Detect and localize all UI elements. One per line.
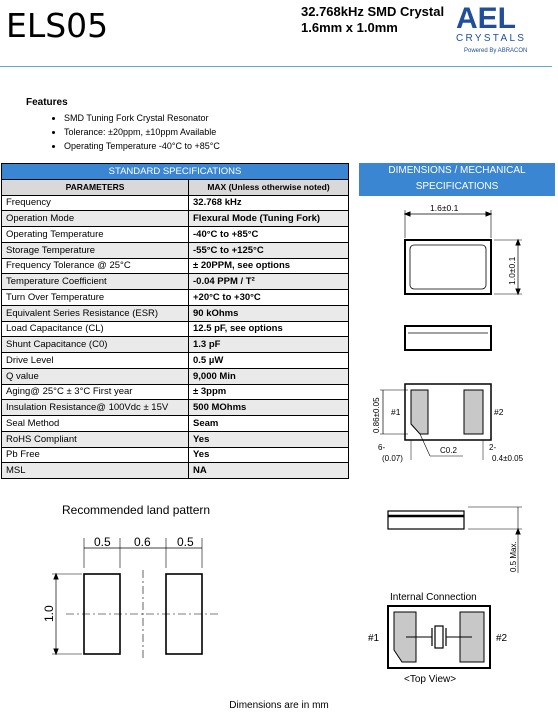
table-row (2, 290, 349, 306)
feature-item: • SMD Tuning Fork Crystal Resonator (64, 111, 220, 125)
mechanical-drawings (358, 198, 558, 698)
dim-pad-height: 0.86±0.05 (372, 397, 381, 433)
ael-crystals-logo (452, 0, 552, 56)
footer-note: Dimensions are in mm (229, 700, 329, 711)
param-value: 32.768 kHz (189, 195, 349, 211)
internal-connection-title: Internal Connection (390, 592, 477, 603)
features-section (26, 97, 220, 153)
param-value: Flexural Mode (Tuning Fork) (189, 211, 349, 227)
product-description (301, 4, 444, 36)
table-row (2, 274, 349, 290)
table-row (2, 321, 349, 337)
param-name: Turn Over Temperature (2, 290, 189, 306)
param-value: -0.04 PPM / T² (189, 274, 349, 290)
param-name: Q value (2, 368, 189, 384)
param-value: 90 kOhms (189, 305, 349, 321)
param-name: Drive Level (2, 353, 189, 369)
description-line-2: 1.6mm x 1.0mm (301, 20, 398, 35)
pin2-label: #2 (494, 407, 504, 417)
table-row (2, 258, 349, 274)
param-value: -40°C to +85°C (189, 227, 349, 243)
land-height: 1.0 (42, 605, 56, 622)
feature-item: • Operating Temperature -40°C to +85°C (64, 139, 220, 153)
side-view-drawing (405, 326, 491, 350)
param-name: Aging@ 25°C ± 3°C First year (2, 384, 189, 400)
param-value: Yes (189, 431, 349, 447)
table-row (2, 227, 349, 243)
param-value: ± 20PPM, see options (189, 258, 349, 274)
table-row (2, 368, 349, 384)
bottom-view-drawing (380, 384, 491, 460)
table-row (2, 463, 349, 479)
specifications-table (1, 163, 349, 479)
table-row (2, 416, 349, 432)
param-value: 9,000 Min (189, 368, 349, 384)
description-line-1: 32.768kHz SMD Crystal (301, 4, 445, 19)
param-value: +20°C to +30°C (189, 290, 349, 306)
dim-label-007: (0.07) (382, 454, 403, 463)
param-value: 12.5 pF, see options (189, 321, 349, 337)
param-value: NA (189, 463, 349, 479)
dimensions-header (359, 163, 555, 196)
logo-text: AEL (456, 2, 516, 35)
land-width-1: 0.5 (94, 535, 111, 549)
param-name: MSL (2, 463, 189, 479)
param-value: 1.3 pF (189, 337, 349, 353)
dim-pad-width: 0.4±0.05 (492, 454, 524, 463)
table-row (2, 195, 349, 211)
internal-pin2-label: #2 (496, 633, 508, 644)
param-name: Operating Temperature (2, 227, 189, 243)
table-row (2, 242, 349, 258)
feature-item: • Tolerance: ±20ppm, ±10ppm Available (64, 125, 220, 139)
profile-view-drawing (388, 507, 522, 573)
dim-chamfer: C0.2 (440, 446, 457, 455)
internal-connection-diagram (388, 606, 490, 668)
land-width-2: 0.5 (177, 535, 194, 549)
land-pattern-title: Recommended land pattern (62, 503, 211, 517)
table-row (2, 431, 349, 447)
param-name: Pb Free (2, 447, 189, 463)
param-name: Equivalent Series Resistance (ESR) (2, 305, 189, 321)
param-value: -55°C to +125°C (189, 242, 349, 258)
dim-label-2: 2- (489, 443, 497, 452)
dim-top-width: 1.6±0.1 (430, 203, 459, 213)
internal-pin1-label: #1 (368, 633, 380, 644)
features-title: Features (26, 97, 68, 108)
param-value: ± 3ppm (189, 384, 349, 400)
param-value: Yes (189, 447, 349, 463)
features-list (26, 111, 220, 153)
param-name: Insulation Resistance@ 100Vdc ± 15V (2, 400, 189, 416)
param-value: Seam (189, 416, 349, 432)
header-rule (0, 66, 552, 67)
top-view-label: <Top View> (404, 674, 457, 685)
dim-max-height: 0.5 Max. (509, 541, 518, 572)
table-row (2, 305, 349, 321)
land-pattern-lines (52, 538, 218, 660)
param-name: Shunt Capacitance (C0) (2, 337, 189, 353)
spec-band-title: STANDARD SPECIFICATIONS (2, 164, 349, 180)
logo-sub: CRYSTALS (456, 33, 527, 44)
top-view-drawing (405, 210, 522, 294)
part-number: ELS05 (6, 6, 109, 45)
pin1-label: #1 (391, 407, 401, 417)
param-name: Frequency Tolerance @ 25°C (2, 258, 189, 274)
logo-powered: Powered By ABRACON (464, 48, 528, 54)
table-row (2, 337, 349, 353)
col-max: MAX (Unless otherwise noted) (189, 179, 349, 195)
dimensions-title-1: DIMENSIONS / MECHANICAL (388, 165, 526, 176)
param-name: Storage Temperature (2, 242, 189, 258)
dimensions-title-2: SPECIFICATIONS (415, 181, 499, 192)
table-row (2, 384, 349, 400)
table-row (2, 353, 349, 369)
table-row (2, 400, 349, 416)
dim-label-6: 6- (378, 443, 386, 452)
dim-top-height: 1.0±0.1 (507, 256, 517, 285)
param-name: Load Capacitance (CL) (2, 321, 189, 337)
land-gap: 0.6 (134, 535, 151, 549)
param-name: RoHS Compliant (2, 431, 189, 447)
param-value: 500 MOhms (189, 400, 349, 416)
table-row (2, 211, 349, 227)
land-pattern-drawing (36, 528, 226, 668)
param-value: 0.5 µW (189, 353, 349, 369)
param-name: Frequency (2, 195, 189, 211)
col-parameters: PARAMETERS (2, 179, 189, 195)
table-row (2, 447, 349, 463)
param-name: Seal Method (2, 416, 189, 432)
param-name: Temperature Coefficient (2, 274, 189, 290)
param-name: Operation Mode (2, 211, 189, 227)
